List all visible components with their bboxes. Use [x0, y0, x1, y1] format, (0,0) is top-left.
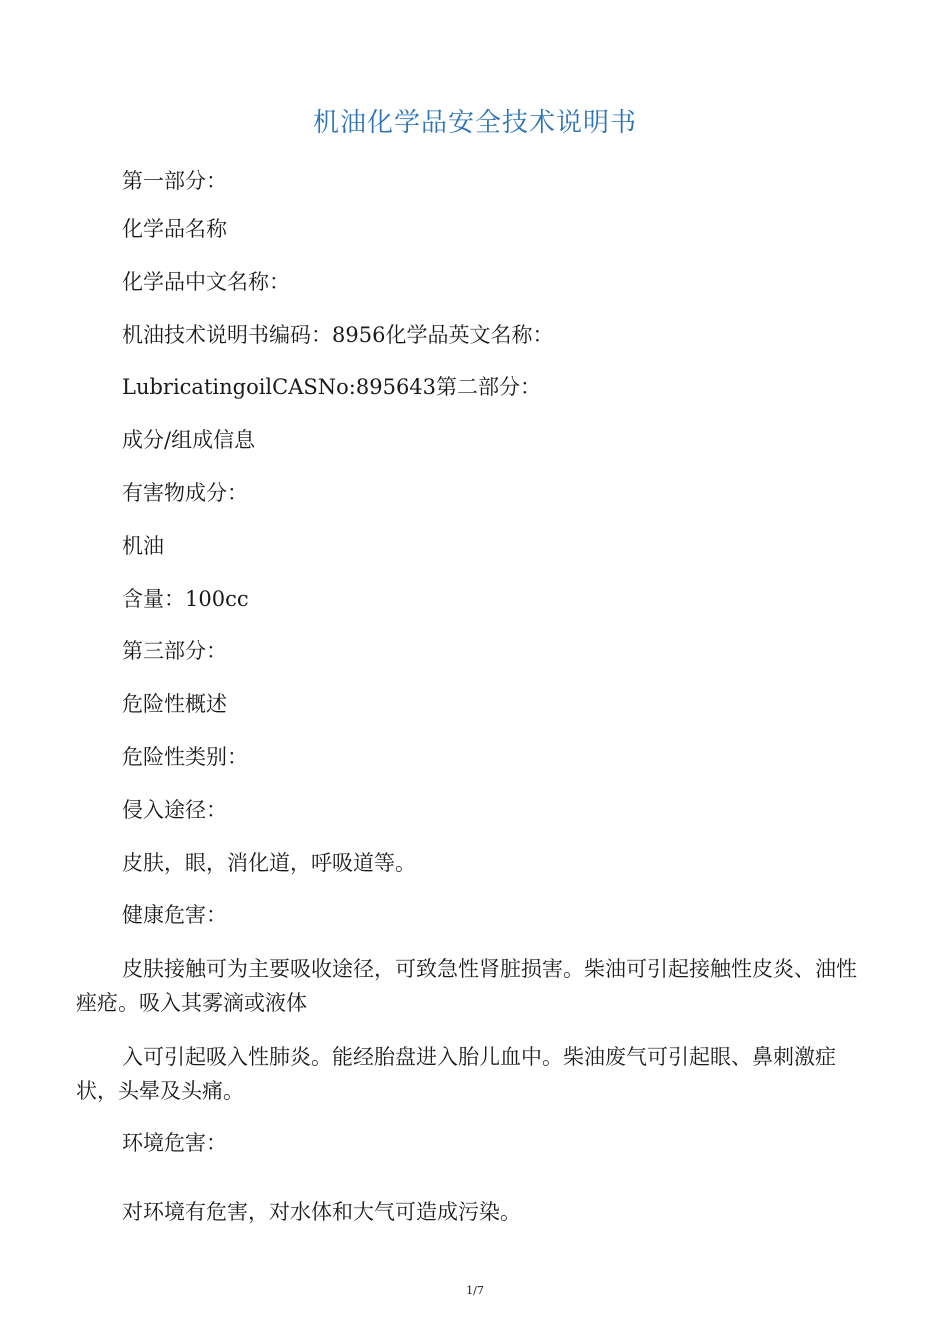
chinese-name-label: 化学品中文名称： — [122, 270, 290, 294]
environment-hazard-text: 对环境有危害，对水体和大气可造成污染。 — [122, 1200, 521, 1224]
health-hazard-paragraph-1: 皮肤接触可为主要吸收途径，可致急性肾脏损害。柴油可引起接触性皮炎、油性痤疮。吸入其雾滴或液体 — [76, 957, 857, 1015]
composition-heading: 成分/组成信息 — [122, 428, 256, 452]
component-name: 机油 — [122, 534, 164, 558]
hazardous-components-label: 有害物成分： — [122, 481, 248, 505]
exposure-route-text: 皮肤，眼，消化道，呼吸道等。 — [122, 851, 416, 875]
code-and-english-name-line: 机油技术说明书编码：8956化学品英文名称： — [122, 323, 554, 347]
health-hazard-paragraph-2: 入可引起吸入性肺炎。能经胎盘进入胎儿血中。柴油废气可引起眼、鼻刺激症状，头晕及头痛。 — [76, 1045, 836, 1103]
environment-hazard-label: 环境危害： — [122, 1131, 227, 1155]
cas-number-line: LubricatingoilCASNo:895643第二部分： — [122, 375, 542, 399]
chemical-name-heading: 化学品名称 — [122, 217, 227, 241]
hazard-overview-heading: 危险性概述 — [122, 692, 227, 716]
section-1-heading: 第一部分： — [122, 169, 227, 193]
content-amount: 含量：100cc — [122, 587, 249, 611]
health-hazard-label: 健康危害： — [122, 903, 227, 927]
exposure-route-label: 侵入途径： — [122, 798, 227, 822]
section-3-heading: 第三部分： — [122, 639, 227, 663]
page-number: 1/7 — [466, 1284, 484, 1297]
document-title: 机油化学品安全技术说明书 — [312, 108, 637, 138]
hazard-category-label: 危险性类别： — [122, 745, 248, 769]
